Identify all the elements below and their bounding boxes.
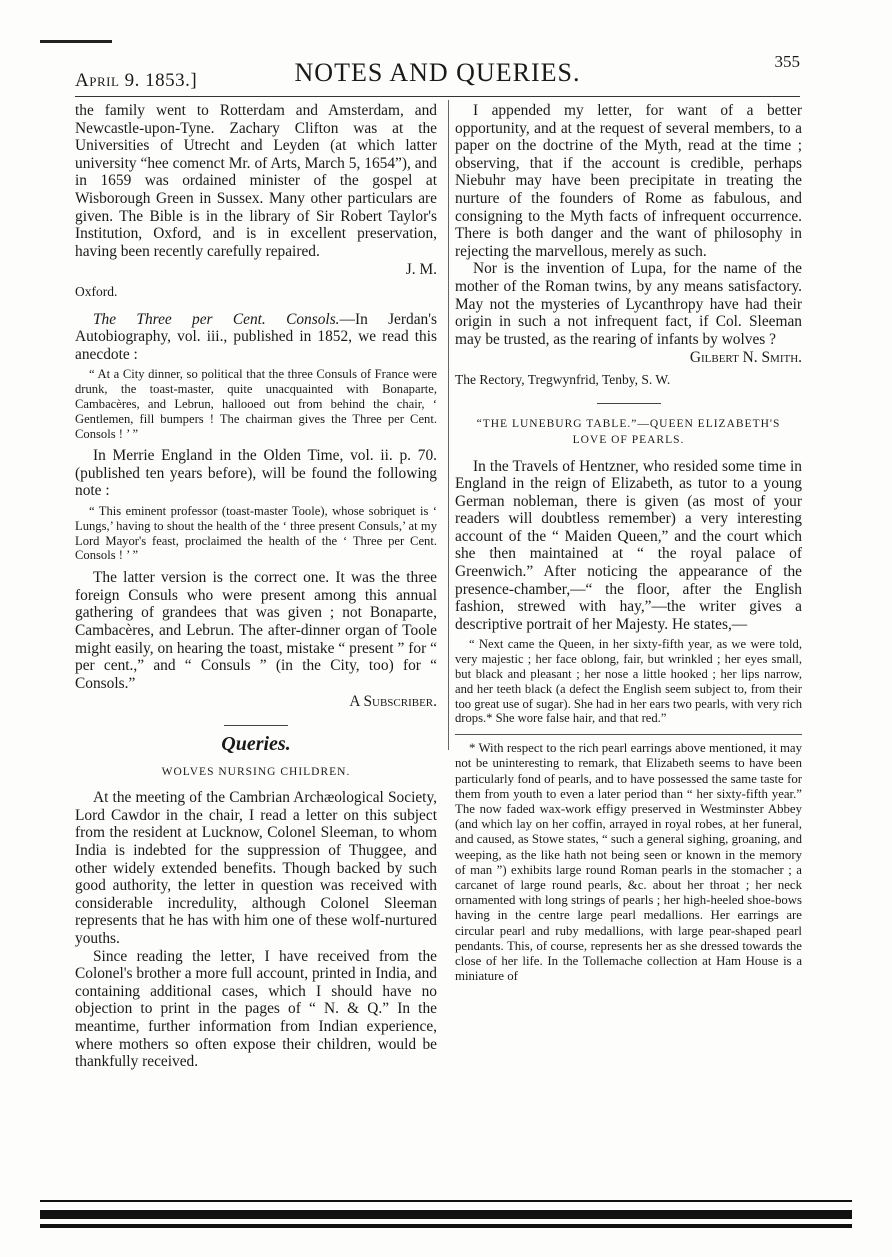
wolves-heading: WOLVES NURSING CHILDREN. <box>161 765 351 778</box>
bible-place: Oxford. <box>75 283 118 299</box>
bottom-bar-1 <box>40 1200 852 1202</box>
merrie-england-paragraph: In Merrie England in the Olden Time, vol. ii. p. 70. (published ten years before), will be found the following note : <box>75 447 437 500</box>
header-date: April 9. 1853.] <box>75 70 198 91</box>
smith-place: The Rectory, Tregwynfrid, Tenby, S. W. <box>455 371 671 387</box>
article-rule <box>597 403 661 404</box>
right-column <box>455 102 802 984</box>
queries-heading: Queries. <box>221 733 291 756</box>
wolves-paragraph-2: Since reading the letter, I have received from the Colonel's brother a more full account, printed in India, and containing additional cases, which I should have no objection to print in the pages of “ N. & Q.” In the meantime, further information from Indian experience, where mothers so often expose their children, would be thankfully received. <box>75 947 437 1071</box>
subscriber-signature: A Subscriber. <box>349 693 437 711</box>
wolves-paragraph-1: At the meeting of the Cambrian Archæological Society, Lord Cawdor in the chair, I read a letter on this subject from the resident at Lucknow, Colonel Sleeman, to whom India is indebted for the suppression of Thuggee, and other widely extended benefits. Though backed by such good authority, the letter in question was received with considerable incredulity, although Colonel Sleeman represents that he has with him one of these wolf-nurtured youths. <box>75 789 437 947</box>
luneburg-heading-line-2: LOVE OF PEARLS. <box>572 433 685 446</box>
bottom-bar-2 <box>40 1210 852 1219</box>
luneburg-heading <box>455 416 802 448</box>
page-number: 355 <box>774 52 800 71</box>
header-rule <box>75 96 800 97</box>
consols-quote-2: “ This eminent professor (toast-master Toole), whose sobriquet is ‘ Lungs,’ having to shout the health of the ‘ three present Consuls,’ at my Lord Mayor's feast, proclaimed the health of the ‘ Three per Cent. Consols ! ’ ” <box>75 504 437 563</box>
pearls-footnote: * With respect to the rich pearl earrings above mentioned, it may not be uninteresting to remark, that Elizabeth seems to have been particularly fond of pearls, and to have possessed the same taste for them from youth to even a later period than “ her sixty-fifth year.” The now faded wax-work effigy preserved in Westminster Abbey (and which lay on her coffin, arrayed in royal robes, at her funeral, and caused, as Stowe states, “ such a general sighing, groaning, and weeping, as the like hath not being seen or known in the memory of man ”) exhibits large round Roman pearls in the stomacher ; a carcanet of large round pearls, &c. about her throat ; her neck ornamented with long strings of pearls ; her high-heeled shoe-bows having in the centre large pearl medallions. Her earrings are circular pearl and ruby medallions, with large pear-shaped pearl pendants. This, of course, represents her as she dressed towards the close of her life. In the Tollemache collection at Ham House is a miniature of <box>455 741 802 984</box>
bottom-bar-3 <box>40 1224 852 1228</box>
footnote-rule <box>455 734 802 735</box>
myth-paragraph: I appended my letter, for want of a better opportunity, and at the request of several members, to a paper on the doctrine of the Myth, read at the time ; observing, that if the account is credible, perhaps Niebuhr may have been precipitate in treating the nurture of the founders of Rome as fabulous, and consigning to the Myth facts of infrequent occurrence. There is both danger and the want of philosophy in rejecting the marvellous, merely as such. <box>455 102 802 260</box>
top-edge-rule <box>40 40 112 43</box>
page-header <box>75 50 800 90</box>
queen-quote: “ Next came the Queen, in her sixty-fifth year, as we were told, very majestic ; her face oblong, fair, but wrinkled ; her eyes small, but black and pleasant ; her nose a little hooked ; her lips narrow, and her teeth black (a defect the English seem subject to, from their too great use of sugar). She had in her ears two pearls, with very rich drops.* She wore false hair, and that red.” <box>455 637 802 726</box>
left-column <box>75 102 437 1071</box>
section-rule <box>224 725 288 726</box>
column-divider <box>448 100 449 750</box>
consols-quote-1: “ At a City dinner, so political that the three Consuls of France were drunk, the toast-master, quite unacquainted with Bonaparte, Cambacères, and Lebrun, hallooed out from behind the chair, ‘ Gentlemen, fill bumpers ! The chairman gives the Three per Cent. Consols ! ’ ” <box>75 367 437 441</box>
hentzner-paragraph: In the Travels of Hentzner, who resided some time in England in the reign of Elizabeth, as tutor to a young German nobleman, there is given (as most of your readers will doubtless remember) a very interesting account of the “ Maiden Queen,” and the court which she then maintained at “ the royal palace of Greenwich.” After noticing the appearance of the presence-chamber,—“ the floor, after the English fashion, strewed with hay,”—the writer gives a descriptive portrait of her Majesty. He states,— <box>455 457 802 633</box>
bible-paragraph: the family went to Rotterdam and Amsterdam, and Newcastle-upon-Tyne. Zachary Clifton was at the Universities of Utrecht and Leyden (at which latter university “hee comenct Mr. of Arts, March 5, 1654”), and in 1659 was ordained minister of the gospel at Wisborough Green in Sussex. Many other particulars are given. The Bible is in the library of Sir Robert Taylor's Institution, Oxford, and is in excellent preservation, having been recently carefully repaired. <box>75 102 437 260</box>
luneburg-heading-line-1: “THE LUNEBURG TABLE.”—QUEEN ELIZABETH'S <box>476 417 781 430</box>
bible-signature: J. M. <box>405 261 437 279</box>
bottom-scan-bars <box>40 1180 852 1240</box>
latter-version-paragraph: The latter version is the correct one. It was the three foreign Consuls who were present among this annual gathering of grandees that was given ; not Bonaparte, Cambacères, and Lebrun. The after-dinner organ of Toole might easily, on hearing the toast, mistake “ present ” for “ per cent.,” and “ Consuls ” (in the City, too) for “ Consols.” <box>75 569 437 692</box>
consols-title: The Three per Cent. Consols. <box>93 310 340 328</box>
consols-paragraph <box>75 311 437 364</box>
journal-title: NOTES AND QUERIES. <box>294 58 581 87</box>
smith-signature: Gilbert N. Smith. <box>689 349 802 367</box>
lupa-paragraph: Nor is the invention of Lupa, for the name of the mother of the Roman twins, by any means satisfactory. May not the mysteries of Lycanthropy have had their origin in such a not infrequent fact, if Col. Sleeman may be trusted, as the rearing of infants by wolves ? <box>455 260 802 348</box>
consols-text: —In Jerdan's Autobiography, vol. iii., published in 1852, we read this anecdote : <box>75 310 437 363</box>
